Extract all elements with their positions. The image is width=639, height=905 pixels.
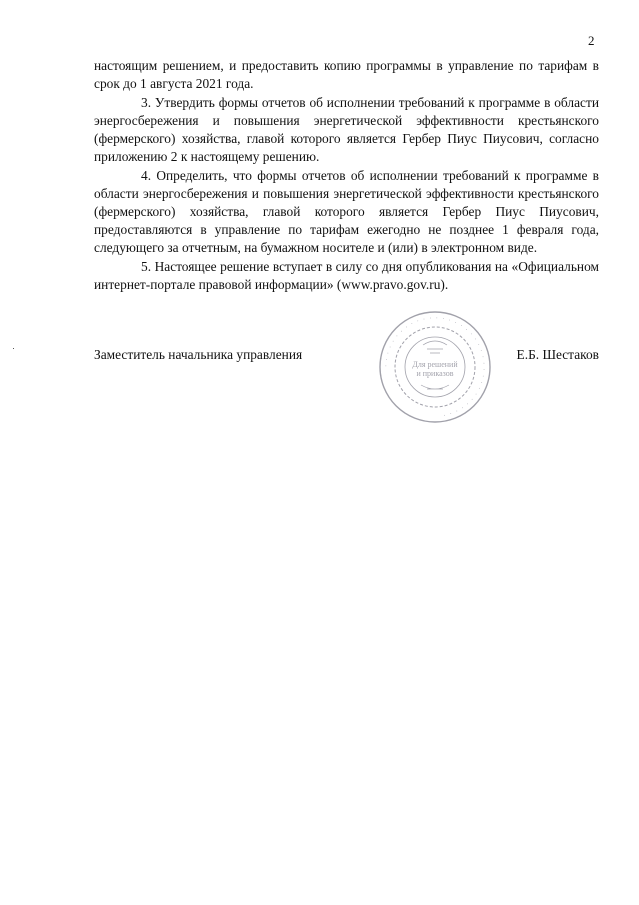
- signer-position: Заместитель начальника управления: [94, 347, 303, 362]
- page-number: 2: [588, 33, 595, 48]
- svg-text:· · · · · · · · · · · · · · ·: · · · · · · · · · · · · · · · · · · · · · · · · · · · · · · · · · · ·: [382, 314, 488, 419]
- paragraph-item-4: 4. Определить, что формы отчетов об исполнении требований к программе в области энергосбережения и повышения энергетической эффективности крестьянского (фермерского) хозяйства, главой которого является Гербер Пиус Пиусович, предоставляются в управление по тарифам ежегодно не позднее 1 февраля года, следующего за отчетным, на бумажном носителе и (или) в электронном виде.: [94, 168, 599, 255]
- paragraph-item-5: 5. Настоящее решение вступает в силу со дня опубликования на «Официальном интернет-портале правовой информации» (www.pravo.gov.ru).: [94, 259, 599, 292]
- document-body: [94, 57, 599, 295]
- official-seal-stamp: [375, 309, 495, 425]
- paragraph-item-3: 3. Утвердить формы отчетов об исполнении требований к программе в области энергосбережения и повышения энергетической эффективности крестьянского (фермерского) хозяйства, главой которого является Гербер Пиус Пиусович, согласно приложению 2 к настоящему решению.: [94, 95, 599, 164]
- signature-block: [94, 346, 599, 366]
- seal-inner-text-line-1: Для решений: [412, 360, 458, 369]
- paragraph-continuation: настоящим решением, и предоставить копию программы в управление по тарифам в срок до 1 августа 2021 года.: [94, 58, 599, 91]
- margin-mark: [13, 348, 14, 349]
- seal-inner-text-line-2: и приказов: [416, 369, 454, 378]
- signer-name: Е.Б. Шестаков: [516, 347, 599, 362]
